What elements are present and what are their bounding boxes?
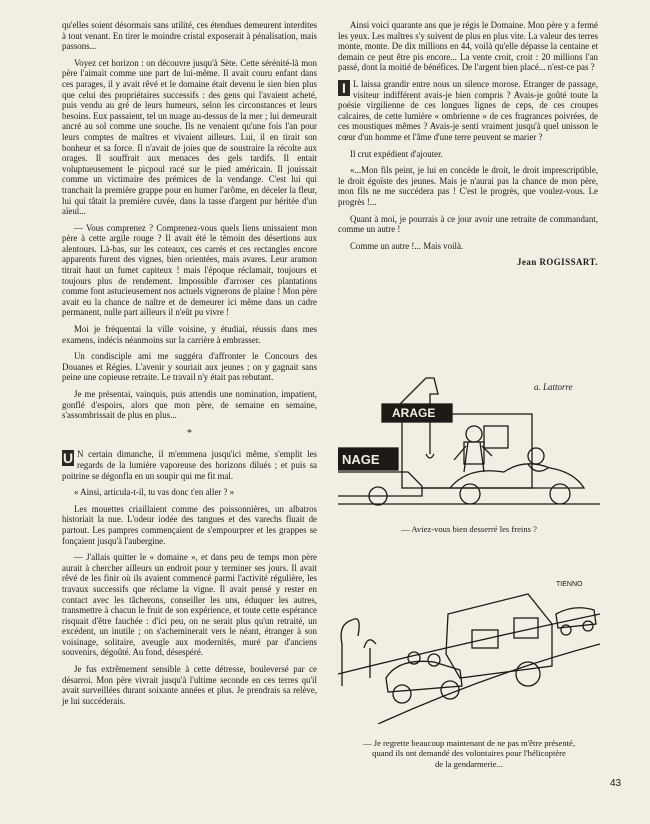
paragraph: Il crut expédient d'ajouter. [350, 148, 443, 159]
garage-sign-top: ARAGE [392, 406, 436, 420]
right-column [338, 20, 598, 268]
page-number: 43 [610, 778, 622, 789]
section-separator: * [187, 427, 192, 439]
left-column [62, 20, 317, 712]
paragraph: Je me présentai, vainquis, puis attendis une nomination, impatient, gonflé d'espoirs, alors que mon père, de semaine en semaine, s'assombrissait de plus en plus... [62, 389, 317, 421]
paragraph: Un condisciple ami me suggéra d'affronter le Concours des Douanes et Régies. L'avenir y souriait aux jeunes ; on y gagnait sans peine une copieuse retraite. Le travail n'y était pas rebutant. [62, 351, 317, 383]
garage-sign-side: NAGE [342, 452, 380, 467]
paragraph: Comme un autre !... Mais voilà. [350, 240, 464, 251]
drop-cap: I [338, 80, 350, 96]
cartoon-caption [338, 738, 600, 769]
paragraph: Moi je fréquentai la ville voisine, y étudiai, réussis dans mes examens, indécis néanmoins sur la carrière à embrasser. [62, 324, 317, 345]
cartoon-caption: — Aviez-vous bien desserré les freins ? [401, 524, 537, 534]
paragraph-text: N certain dimanche, il m'emmena jusqu'ici même, s'emplit les regards de la lumière vaporeuse des horizons dilués ; et puis sa poitrine se dégonfla en un soupir qui me fit mal. [62, 449, 317, 481]
paragraph: «...Mon fils peint, je lui en concède le droit, le droit imprescriptible, le droit égoïste des jeunes. Mais je n'aurai pas la chance de mon père, mon fils ne me succédera pas ! C'est le progrès, que voulez-vous. Le progrès !... [338, 165, 598, 207]
paragraph-text: L laissa grandir entre nous un silence morose. Etranger de passage, visiteur indifférent avais-je bien compris ? Avais-je goûté toute la poésie virgilienne de ces longues lignes de ceps, de ces croupes calcaires, de cette lumière « ombrienne » de ces fragrances poivrées, de ces moustiques mêmes ? Avais-je senti vraiment jusqu'à quel unisson le cœur d'un homme et l'âme d'une terre peuvent se marier ? [338, 78, 598, 142]
drop-cap: U [63, 450, 74, 467]
tow-truck-cartoon [338, 376, 600, 516]
artist-signature: a. Lattorre [534, 382, 573, 392]
caravan-cartoon [338, 574, 600, 724]
caption-line: — Je regrette beaucoup maintenant de ne pas m'être présenté, [362, 738, 575, 748]
caption-line: quand ils ont demandé des volontaires pour l'hélicoptère [372, 748, 566, 759]
paragraph: Quant à moi, je pourrais à ce jour avoir une retraite de commandant, comme un autre ! [338, 213, 598, 235]
paragraph: qu'elles soient désormais sans utilité, ces étendues demeurent interdites à tout venant. En tirer le moindre cristal exposerait à pénalisation, mais passons... [62, 20, 317, 52]
paragraph: Voyez cet horizon : on découvre jusqu'à Sète. Cette sérénité-là mon père l'aimait comme une part de lui-même. Il avait couru enfant dans ces parages, il y avait rêvé et le domaine était devenu le sien bien plus que celui des propriétaires successifs : des gens qui l'avaient acheté, puis vendu au gré de leurs humeurs, selon les circonstances et leurs besoins. Eux passaient, tel un nuage au-dessus de la mer ; lui demeurait ancré au sol comme une souche. Ils ne venaient qu'une fois l'an pour leurs comptes de maîtres et vivaient ailleurs. Lui, il en tirait son bonheur et sa force. Il n'avait de joies que de soustraire la récolte aux orages. Il souffrait aux menaces des gels tardifs. Il entait voluptueusement le picpoul racé sur le pied américain. Il jouissait comme un victimaire des prémices de la vendange. C'est lui qui tranchait la première grappe pour en humer l'arôme, en déceler la fleur, lui qui tâtait la première cuvée, dans la tasse d'argent pur héritée d'un aïeul... [62, 57, 317, 217]
paragraph-with-dropcap [62, 449, 317, 481]
artist-signature: TIENNO [556, 581, 583, 588]
paragraph: Les mouettes criaillaient comme des poissonnières, un albatros historiait la nue. L'odeur iodée des tangues et des varechs fluait de partout. Les pampres commençaient de s'empourprer et les grappes se fonçaient jusqu'à l'aubergine. [62, 503, 317, 546]
author-signature: Jean ROGISSART. [517, 257, 598, 268]
paragraph: — J'allais quitter le « domaine », et dans peu de temps mon père aurait à chercher ailleurs un endroit pour y terminer ses jours. Il avait rêvé de les finir où ils avaient commencé parmi l'activité régulière, les travaux successifs que réclame la vigne. Il avait pensé y rester en contact avec les tâcherons, conseiller les uns, éduquer les autres, transmettre à chacun le fruit de son expérience, et toute cette espérance risquait d'être fauchée : d'ici peu, on ne serait plus qu'un retraité, un excédent, un inutile ; on s'acheminerait vers le néant, étranger à son voisinage, solitaire, aveugle aux modernités, muré par d'anciens souvenirs, dégoûté. Au fond, désespéré. [62, 552, 317, 658]
paragraph: « Ainsi, articula-t-il, tu vas donc t'en aller ? » [74, 487, 235, 498]
paragraph: Ainsi voici quarante ans que je régis le Domaine. Mon père y a fermé les yeux. Les maîtres s'y suivent de plus en plus vite. La valeur des terres monte, monte. De dix millions en 44, voilà qu'elle dépasse la centaine et demain ce peut être pis encore... La vente croit, croit : 20 millions l'an passé, dont la moitié de bénéfices. De l'argent bien placé... n'est-ce pas ? [338, 20, 598, 73]
paragraph: Je fus extrêmement sensible à cette détresse, bouleversé par ce désarroi. Mon père vivrait jusqu'à l'ultime seconde en ces terres qu'il avait surveillées durant soixante années et plus. Je prendrais sa relève, je lui succéderais. [62, 664, 317, 706]
paragraph: — Vous comprenez ? Comprenez-vous quels liens unissaient mon père à cette argile rouge ? Il avait été le témoin des désertions aux alentours. Là-bas, sur les coteaux, ces carrés et ces rectangles encore apparents furent des vignes, bien orientées, mais avares. Leur aramon titrait haut un fumet capiteux ! mais l'époque réclamait, toujours et toujours plus de rendement. Impossible d'arroser ces plantations comme font astucieusement nos actuels vignerons de plaine ! Mon père avait eu la chance de naître et de demeurer ici même dans un cadre permanent, nulle part ailleurs il n'eût pu vivre ! [62, 222, 317, 318]
caption-line: de la gendarmerie... [435, 758, 503, 769]
paragraph-with-dropcap [338, 79, 598, 143]
